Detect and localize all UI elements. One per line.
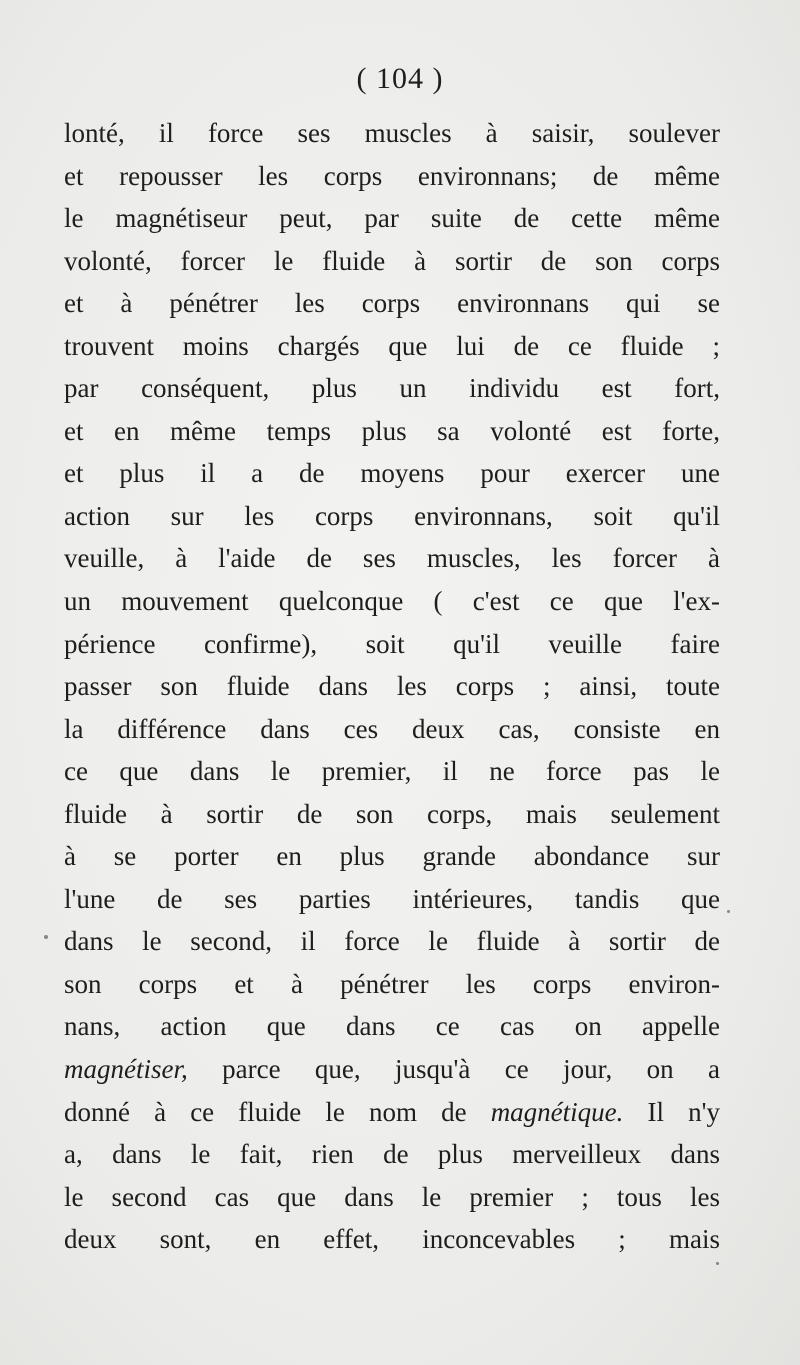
text-line: et en même temps plus sa volonté est forte,: [64, 415, 720, 446]
text-line: action sur les corps environnans, soit qu'il: [64, 500, 720, 531]
italic-term: magnétiser,: [64, 1054, 188, 1085]
text-line: le second cas que dans le premier ; tous les: [64, 1181, 720, 1212]
text-line: trouvent moins chargés que lui de ce fluide ;: [64, 330, 720, 361]
text-line: veuille, à l'aide de ses muscles, les forcer à: [64, 543, 720, 574]
text-line: deux sont, en effet, inconcevables ; mais: [64, 1224, 720, 1255]
paper-speck: [44, 935, 48, 939]
text-line: a, dans le fait, rien de plus merveilleux dans: [64, 1139, 720, 1170]
text-line: ce que dans le premier, il ne force pas le: [64, 756, 720, 787]
text-line: lonté, il force ses muscles à saisir, soulever: [64, 118, 720, 148]
page-number: ( 104 ): [356, 62, 444, 95]
text-line: et repousser les corps environnans; de même: [64, 160, 720, 191]
text-line: périence confirme), soit qu'il veuille faire: [64, 628, 720, 659]
text-line: son corps et à pénétrer les corps environ-: [64, 968, 720, 999]
text-line: magnétiser, parce que, jusqu'à ce jour, on a: [64, 1054, 720, 1085]
text-line: dans le second, il force le fluide à sortir de: [64, 926, 720, 957]
italic-term: magnétique.: [490, 1096, 624, 1127]
text-line: fluide à sortir de son corps, mais seulement: [64, 798, 720, 829]
body-text: [64, 112, 720, 1261]
text-line: par conséquent, plus un individu est fort,: [64, 373, 720, 404]
text-line: nans, action que dans ce cas on appelle: [64, 1011, 720, 1042]
text-line: donné à ce fluide le nom de magnétique. Il n'y: [64, 1096, 720, 1127]
paper-speck: [716, 1262, 719, 1265]
text-line: le magnétiseur peut, par suite de cette même: [64, 203, 720, 234]
text-line: et à pénétrer les corps environnans qui se: [64, 288, 720, 319]
text-line: à se porter en plus grande abondance sur: [64, 841, 720, 872]
text-line: passer son fluide dans les corps ; ainsi, toute: [64, 671, 720, 702]
text-line: et plus il a de moyens pour exercer une: [64, 458, 720, 489]
text-line: l'une de ses parties intérieures, tandis que: [64, 883, 720, 914]
text-line: volonté, forcer le fluide à sortir de son corps: [64, 245, 720, 276]
text-line: un mouvement quelconque ( c'est ce que l'ex-: [64, 586, 720, 617]
paper-speck: [727, 910, 730, 913]
text-line: la différence dans ces deux cas, consiste en: [64, 713, 720, 744]
